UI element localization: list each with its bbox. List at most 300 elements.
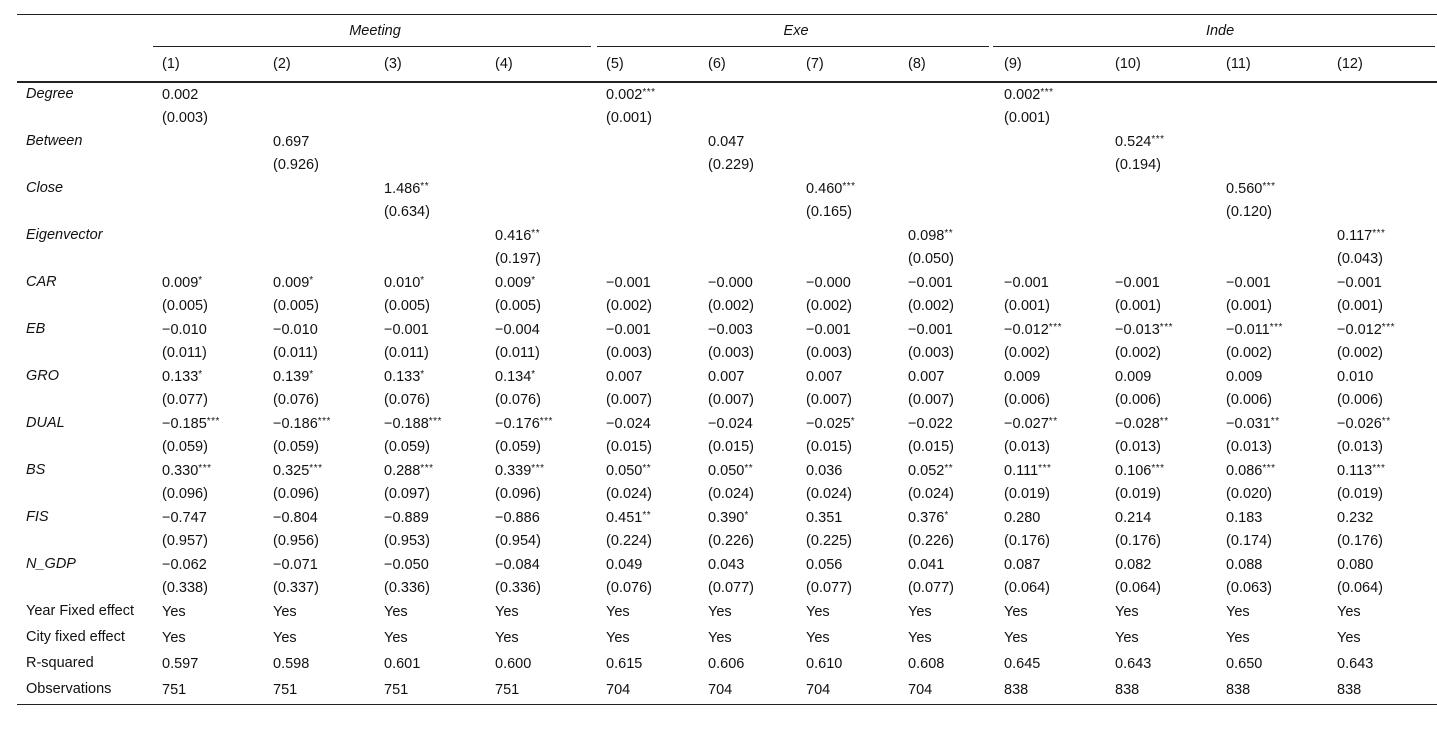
se-cell: (0.176) (1337, 533, 1383, 549)
coef-cell (375, 271, 486, 295)
coef-cell (486, 224, 597, 248)
coef-value: 0.117 (1337, 228, 1373, 244)
coef-value: −0.188 (384, 416, 429, 432)
se-row (17, 295, 1437, 318)
variable-label: Between (26, 133, 83, 149)
group-underline-inde (993, 46, 1435, 47)
se-cell (375, 154, 486, 177)
coef-value: 0.036 (806, 463, 843, 479)
se-label-empty (17, 107, 153, 130)
coef-value: 0.098 (908, 228, 945, 244)
significance-stars: * (531, 369, 536, 380)
se-cell (1217, 248, 1328, 271)
coef-value: −0.001 (806, 322, 851, 338)
coef-value: 0.106 (1115, 463, 1152, 479)
se-cell: (0.006) (1115, 392, 1161, 408)
coef-cell (1217, 130, 1328, 154)
se-cell: (0.076) (384, 392, 430, 408)
coef-value: −0.804 (273, 510, 318, 526)
coef-cell (597, 506, 699, 530)
footer-value: Yes (162, 604, 186, 620)
se-cell (1328, 201, 1437, 224)
footer-value: Yes (908, 604, 932, 620)
column-number: (9) (995, 48, 1106, 82)
coef-cell (1328, 271, 1437, 295)
se-cell (153, 154, 264, 177)
coef-cell (264, 82, 375, 107)
coef-cell (995, 506, 1106, 530)
se-cell: (0.077) (708, 580, 754, 596)
significance-stars: ** (1270, 416, 1280, 427)
coef-row (17, 318, 1437, 342)
coef-value: −0.010 (273, 322, 318, 338)
coef-value: −0.028 (1115, 416, 1160, 432)
se-cell: (0.059) (273, 439, 319, 455)
coef-value: 0.010 (1337, 369, 1374, 385)
column-number: (2) (264, 48, 375, 82)
footer-value: 0.610 (806, 656, 843, 672)
se-cell: (0.013) (1004, 439, 1050, 455)
se-cell: (0.957) (162, 533, 208, 549)
coef-cell (797, 177, 899, 201)
significance-stars: *** (206, 416, 220, 427)
coef-cell (995, 365, 1106, 389)
coef-cell (153, 318, 264, 342)
coef-value: 0.041 (908, 557, 945, 573)
significance-stars: *** (1269, 322, 1283, 333)
coef-value: −0.000 (806, 275, 851, 291)
coef-value: −0.010 (162, 322, 207, 338)
coef-value: 0.288 (384, 463, 421, 479)
coef-cell (486, 412, 597, 436)
se-cell: (0.011) (495, 345, 540, 361)
coef-cell (995, 553, 1106, 577)
coef-value: −0.747 (162, 510, 207, 526)
se-label-empty (17, 577, 153, 600)
se-cell: (0.096) (162, 486, 208, 502)
se-cell: (0.002) (908, 298, 954, 314)
se-cell (486, 201, 597, 224)
footer-value: 704 (797, 678, 899, 705)
se-label-empty (17, 201, 153, 224)
coef-cell (1106, 459, 1217, 483)
se-cell: (0.006) (1337, 392, 1383, 408)
se-cell: (0.001) (1337, 298, 1383, 314)
se-cell: (0.003) (806, 345, 852, 361)
column-number: (10) (1106, 48, 1217, 82)
coef-value: 0.280 (1004, 510, 1041, 526)
se-cell: (0.226) (908, 533, 954, 549)
coef-cell (1217, 224, 1328, 248)
coef-cell (264, 224, 375, 248)
coef-cell (899, 271, 995, 295)
se-cell (899, 154, 995, 177)
group-underline-exe (597, 46, 989, 47)
coef-cell (1106, 224, 1217, 248)
coef-value: 0.002 (162, 87, 199, 103)
footer-value: 0.608 (908, 656, 945, 672)
coef-value: −0.000 (708, 275, 753, 291)
group-underline-meeting (153, 46, 591, 47)
footer-label: Year Fixed effect (26, 603, 135, 619)
se-label-empty (17, 154, 153, 177)
se-cell (375, 248, 486, 271)
significance-stars: ** (642, 510, 652, 521)
footer-value: Yes (806, 630, 830, 646)
coef-cell (995, 318, 1106, 342)
significance-stars: ** (744, 463, 754, 474)
se-cell: (0.059) (384, 439, 430, 455)
se-cell: (0.001) (1004, 298, 1050, 314)
coef-cell (375, 82, 486, 107)
se-cell (264, 107, 375, 130)
coef-cell (899, 224, 995, 248)
coef-value: 0.134 (495, 369, 532, 385)
coef-value: 0.460 (806, 181, 843, 197)
coef-cell (1106, 506, 1217, 530)
footer-value: 0.606 (708, 656, 745, 672)
se-cell: (0.064) (1004, 580, 1050, 596)
footer-value: 704 (899, 678, 995, 705)
footer-value: 0.598 (273, 656, 310, 672)
coef-cell (597, 82, 699, 107)
coef-value: −0.003 (708, 322, 753, 338)
se-cell (995, 201, 1106, 224)
coef-value: 0.080 (1337, 557, 1374, 573)
se-cell: (0.194) (1115, 157, 1161, 173)
significance-stars: *** (317, 416, 331, 427)
coef-cell (264, 365, 375, 389)
se-cell: (0.096) (495, 486, 541, 502)
coef-cell (153, 459, 264, 483)
variable-label: EB (26, 321, 46, 337)
coef-cell (899, 506, 995, 530)
footer-value: Yes (1004, 604, 1028, 620)
se-label-empty (17, 342, 153, 365)
coef-value: 0.050 (606, 463, 643, 479)
se-cell: (0.001) (1115, 298, 1161, 314)
coef-cell (899, 553, 995, 577)
coef-cell (153, 365, 264, 389)
coef-value: 0.043 (708, 557, 745, 573)
coef-value: −0.011 (1226, 322, 1270, 338)
coef-cell (699, 224, 797, 248)
significance-stars: ** (1381, 416, 1391, 427)
coef-cell (1328, 130, 1437, 154)
coef-value: 0.009 (1226, 369, 1263, 385)
coef-cell (699, 82, 797, 107)
se-cell: (0.076) (273, 392, 319, 408)
coef-cell (486, 177, 597, 201)
se-cell (153, 201, 264, 224)
coef-cell (486, 271, 597, 295)
significance-stars: *** (1262, 181, 1276, 192)
coef-value: −0.001 (908, 275, 953, 291)
coef-value: 0.376 (908, 510, 945, 526)
se-cell: (0.024) (908, 486, 954, 502)
significance-stars: * (198, 369, 203, 380)
footer-value: 751 (264, 678, 375, 705)
coef-cell (797, 365, 899, 389)
footer-value: Yes (1115, 604, 1139, 620)
coef-row (17, 412, 1437, 436)
footer-value: Yes (495, 630, 519, 646)
coef-value: −0.024 (606, 416, 651, 432)
coef-cell (153, 177, 264, 201)
se-cell: (0.096) (273, 486, 319, 502)
significance-stars: *** (539, 416, 553, 427)
column-number: (8) (899, 48, 995, 82)
se-cell: (0.019) (1337, 486, 1383, 502)
se-cell: (0.005) (162, 298, 208, 314)
se-cell: (0.197) (495, 251, 541, 267)
coef-value: 0.007 (606, 369, 643, 385)
coef-cell (1106, 553, 1217, 577)
group-inde: Inde (995, 15, 1437, 49)
significance-stars: *** (1040, 87, 1054, 98)
coef-value: 0.133 (162, 369, 199, 385)
se-cell: (0.002) (1226, 345, 1272, 361)
se-cell: (0.007) (806, 392, 852, 408)
coef-cell (597, 130, 699, 154)
coef-cell (1328, 318, 1437, 342)
coef-cell (699, 412, 797, 436)
se-cell: (0.005) (495, 298, 541, 314)
coef-cell (899, 412, 995, 436)
se-cell: (0.002) (708, 298, 754, 314)
significance-stars: * (420, 275, 425, 286)
significance-stars: * (309, 275, 314, 286)
se-label-empty (17, 483, 153, 506)
coef-cell (264, 130, 375, 154)
coef-cell (153, 82, 264, 107)
coef-cell (486, 506, 597, 530)
coef-cell (153, 224, 264, 248)
coef-cell (1328, 506, 1437, 530)
coef-cell (597, 365, 699, 389)
coef-row (17, 82, 1437, 107)
coef-cell (375, 506, 486, 530)
coef-cell (797, 318, 899, 342)
se-cell: (0.013) (1226, 439, 1272, 455)
footer-value: Yes (273, 604, 297, 620)
variable-label: CAR (26, 274, 57, 290)
se-label-empty (17, 389, 153, 412)
se-cell (597, 201, 699, 224)
se-cell: (0.076) (495, 392, 541, 408)
coef-row (17, 271, 1437, 295)
se-cell (797, 248, 899, 271)
coef-value: 0.351 (806, 510, 843, 526)
se-row (17, 107, 1437, 130)
coef-cell (995, 177, 1106, 201)
coef-value: −0.027 (1004, 416, 1049, 432)
coef-cell (1217, 82, 1328, 107)
se-cell: (0.001) (1226, 298, 1272, 314)
se-cell: (0.024) (708, 486, 754, 502)
coef-cell (375, 130, 486, 154)
se-cell: (0.165) (806, 204, 852, 220)
se-cell: (0.174) (1226, 533, 1272, 549)
coef-cell (597, 459, 699, 483)
footer-row (17, 626, 1437, 652)
variable-label: Eigenvector (26, 227, 103, 243)
coef-value: −0.012 (1004, 322, 1049, 338)
coef-cell (797, 506, 899, 530)
footer-value: 0.643 (1337, 656, 1374, 672)
se-row (17, 389, 1437, 412)
significance-stars: * (850, 416, 856, 427)
se-cell: (0.002) (606, 298, 652, 314)
se-cell (486, 107, 597, 130)
se-cell: (0.926) (273, 157, 319, 173)
se-cell: (0.024) (806, 486, 852, 502)
footer-value: Yes (162, 630, 186, 646)
se-cell: (0.003) (162, 110, 208, 126)
significance-stars: ** (944, 463, 954, 474)
coef-value: 1.486 (384, 181, 421, 197)
coef-cell (1106, 82, 1217, 107)
significance-stars: *** (1381, 322, 1395, 333)
coef-cell (486, 318, 597, 342)
column-number: (11) (1217, 48, 1328, 82)
coef-value: −0.001 (908, 322, 953, 338)
se-row (17, 530, 1437, 553)
coef-cell (597, 412, 699, 436)
coef-cell (1328, 412, 1437, 436)
coef-cell (1217, 412, 1328, 436)
se-cell: (0.337) (273, 580, 319, 596)
coef-cell (597, 553, 699, 577)
coef-value: 0.009 (495, 275, 532, 291)
column-number: (1) (153, 48, 264, 82)
coef-cell (1328, 82, 1437, 107)
footer-value: 751 (153, 678, 264, 705)
se-cell (1217, 154, 1328, 177)
footer-value: Yes (1115, 630, 1139, 646)
se-cell (1217, 107, 1328, 130)
coef-cell (995, 130, 1106, 154)
significance-stars: * (944, 510, 949, 521)
footer-label: R-squared (26, 655, 94, 671)
coef-value: 0.049 (606, 557, 643, 573)
coef-cell (1328, 365, 1437, 389)
coef-value: −0.001 (384, 322, 429, 338)
coef-cell (699, 365, 797, 389)
coef-value: −0.071 (273, 557, 318, 573)
coef-cell (995, 459, 1106, 483)
significance-stars: *** (1048, 322, 1062, 333)
coef-value: −0.185 (162, 416, 207, 432)
footer-row (17, 678, 1437, 705)
se-cell: (0.956) (273, 533, 319, 549)
se-cell (264, 248, 375, 271)
footer-value: 704 (597, 678, 699, 705)
variable-label: Close (26, 180, 64, 196)
se-cell: (0.015) (606, 439, 652, 455)
se-row (17, 201, 1437, 224)
coef-row (17, 459, 1437, 483)
se-cell: (0.006) (1004, 392, 1050, 408)
significance-stars: *** (1038, 463, 1052, 474)
se-cell (899, 107, 995, 130)
coef-cell (264, 506, 375, 530)
column-number: (3) (375, 48, 486, 82)
coef-value: −0.176 (495, 416, 540, 432)
coef-value: 0.451 (606, 510, 643, 526)
significance-stars: *** (642, 87, 656, 98)
se-cell: (0.011) (162, 345, 207, 361)
coef-value: −0.004 (495, 322, 540, 338)
significance-stars: *** (420, 463, 434, 474)
se-cell: (0.064) (1115, 580, 1161, 596)
footer-value: 0.615 (606, 656, 643, 672)
se-cell: (0.176) (1004, 533, 1050, 549)
coef-cell (153, 553, 264, 577)
se-cell (699, 201, 797, 224)
footer-value: Yes (908, 630, 932, 646)
se-cell: (0.336) (495, 580, 541, 596)
variable-label: GRO (26, 368, 60, 384)
se-row (17, 154, 1437, 177)
variable-label: FIS (26, 509, 49, 525)
se-cell: (0.953) (384, 533, 430, 549)
coef-cell (1106, 130, 1217, 154)
se-cell: (0.097) (384, 486, 430, 502)
coef-value: 0.009 (273, 275, 310, 291)
significance-stars: ** (1048, 416, 1058, 427)
se-cell: (0.063) (1226, 580, 1272, 596)
significance-stars: *** (1151, 134, 1165, 145)
coef-value: −0.012 (1337, 322, 1382, 338)
se-cell: (0.226) (708, 533, 754, 549)
coef-value: 0.088 (1226, 557, 1263, 573)
coef-cell (597, 318, 699, 342)
coef-cell (486, 365, 597, 389)
coef-cell (797, 224, 899, 248)
variable-label: BS (26, 462, 46, 478)
se-cell: (0.059) (495, 439, 541, 455)
coef-value: −0.001 (606, 322, 651, 338)
footer-value: Yes (1004, 630, 1028, 646)
coef-cell (797, 271, 899, 295)
se-label-empty (17, 436, 153, 459)
coef-cell (699, 130, 797, 154)
coef-cell (1106, 271, 1217, 295)
se-row (17, 436, 1437, 459)
footer-value: 0.597 (162, 656, 199, 672)
footer-label: City fixed effect (26, 629, 125, 645)
coef-value: 0.052 (908, 463, 945, 479)
coef-cell (375, 224, 486, 248)
coef-cell (375, 177, 486, 201)
coef-cell (264, 271, 375, 295)
coef-cell (995, 412, 1106, 436)
se-cell: (0.176) (1115, 533, 1161, 549)
coef-cell (797, 553, 899, 577)
coef-row (17, 224, 1437, 248)
coef-cell (486, 82, 597, 107)
footer-value: 0.650 (1226, 656, 1263, 672)
footer-value: Yes (708, 630, 732, 646)
coef-value: 0.697 (273, 134, 310, 150)
coef-cell (699, 318, 797, 342)
footer-label: Observations (17, 678, 153, 705)
header-empty (17, 15, 153, 49)
coef-value: 0.133 (384, 369, 421, 385)
coef-value: 0.009 (1115, 369, 1152, 385)
significance-stars: *** (1159, 322, 1173, 333)
